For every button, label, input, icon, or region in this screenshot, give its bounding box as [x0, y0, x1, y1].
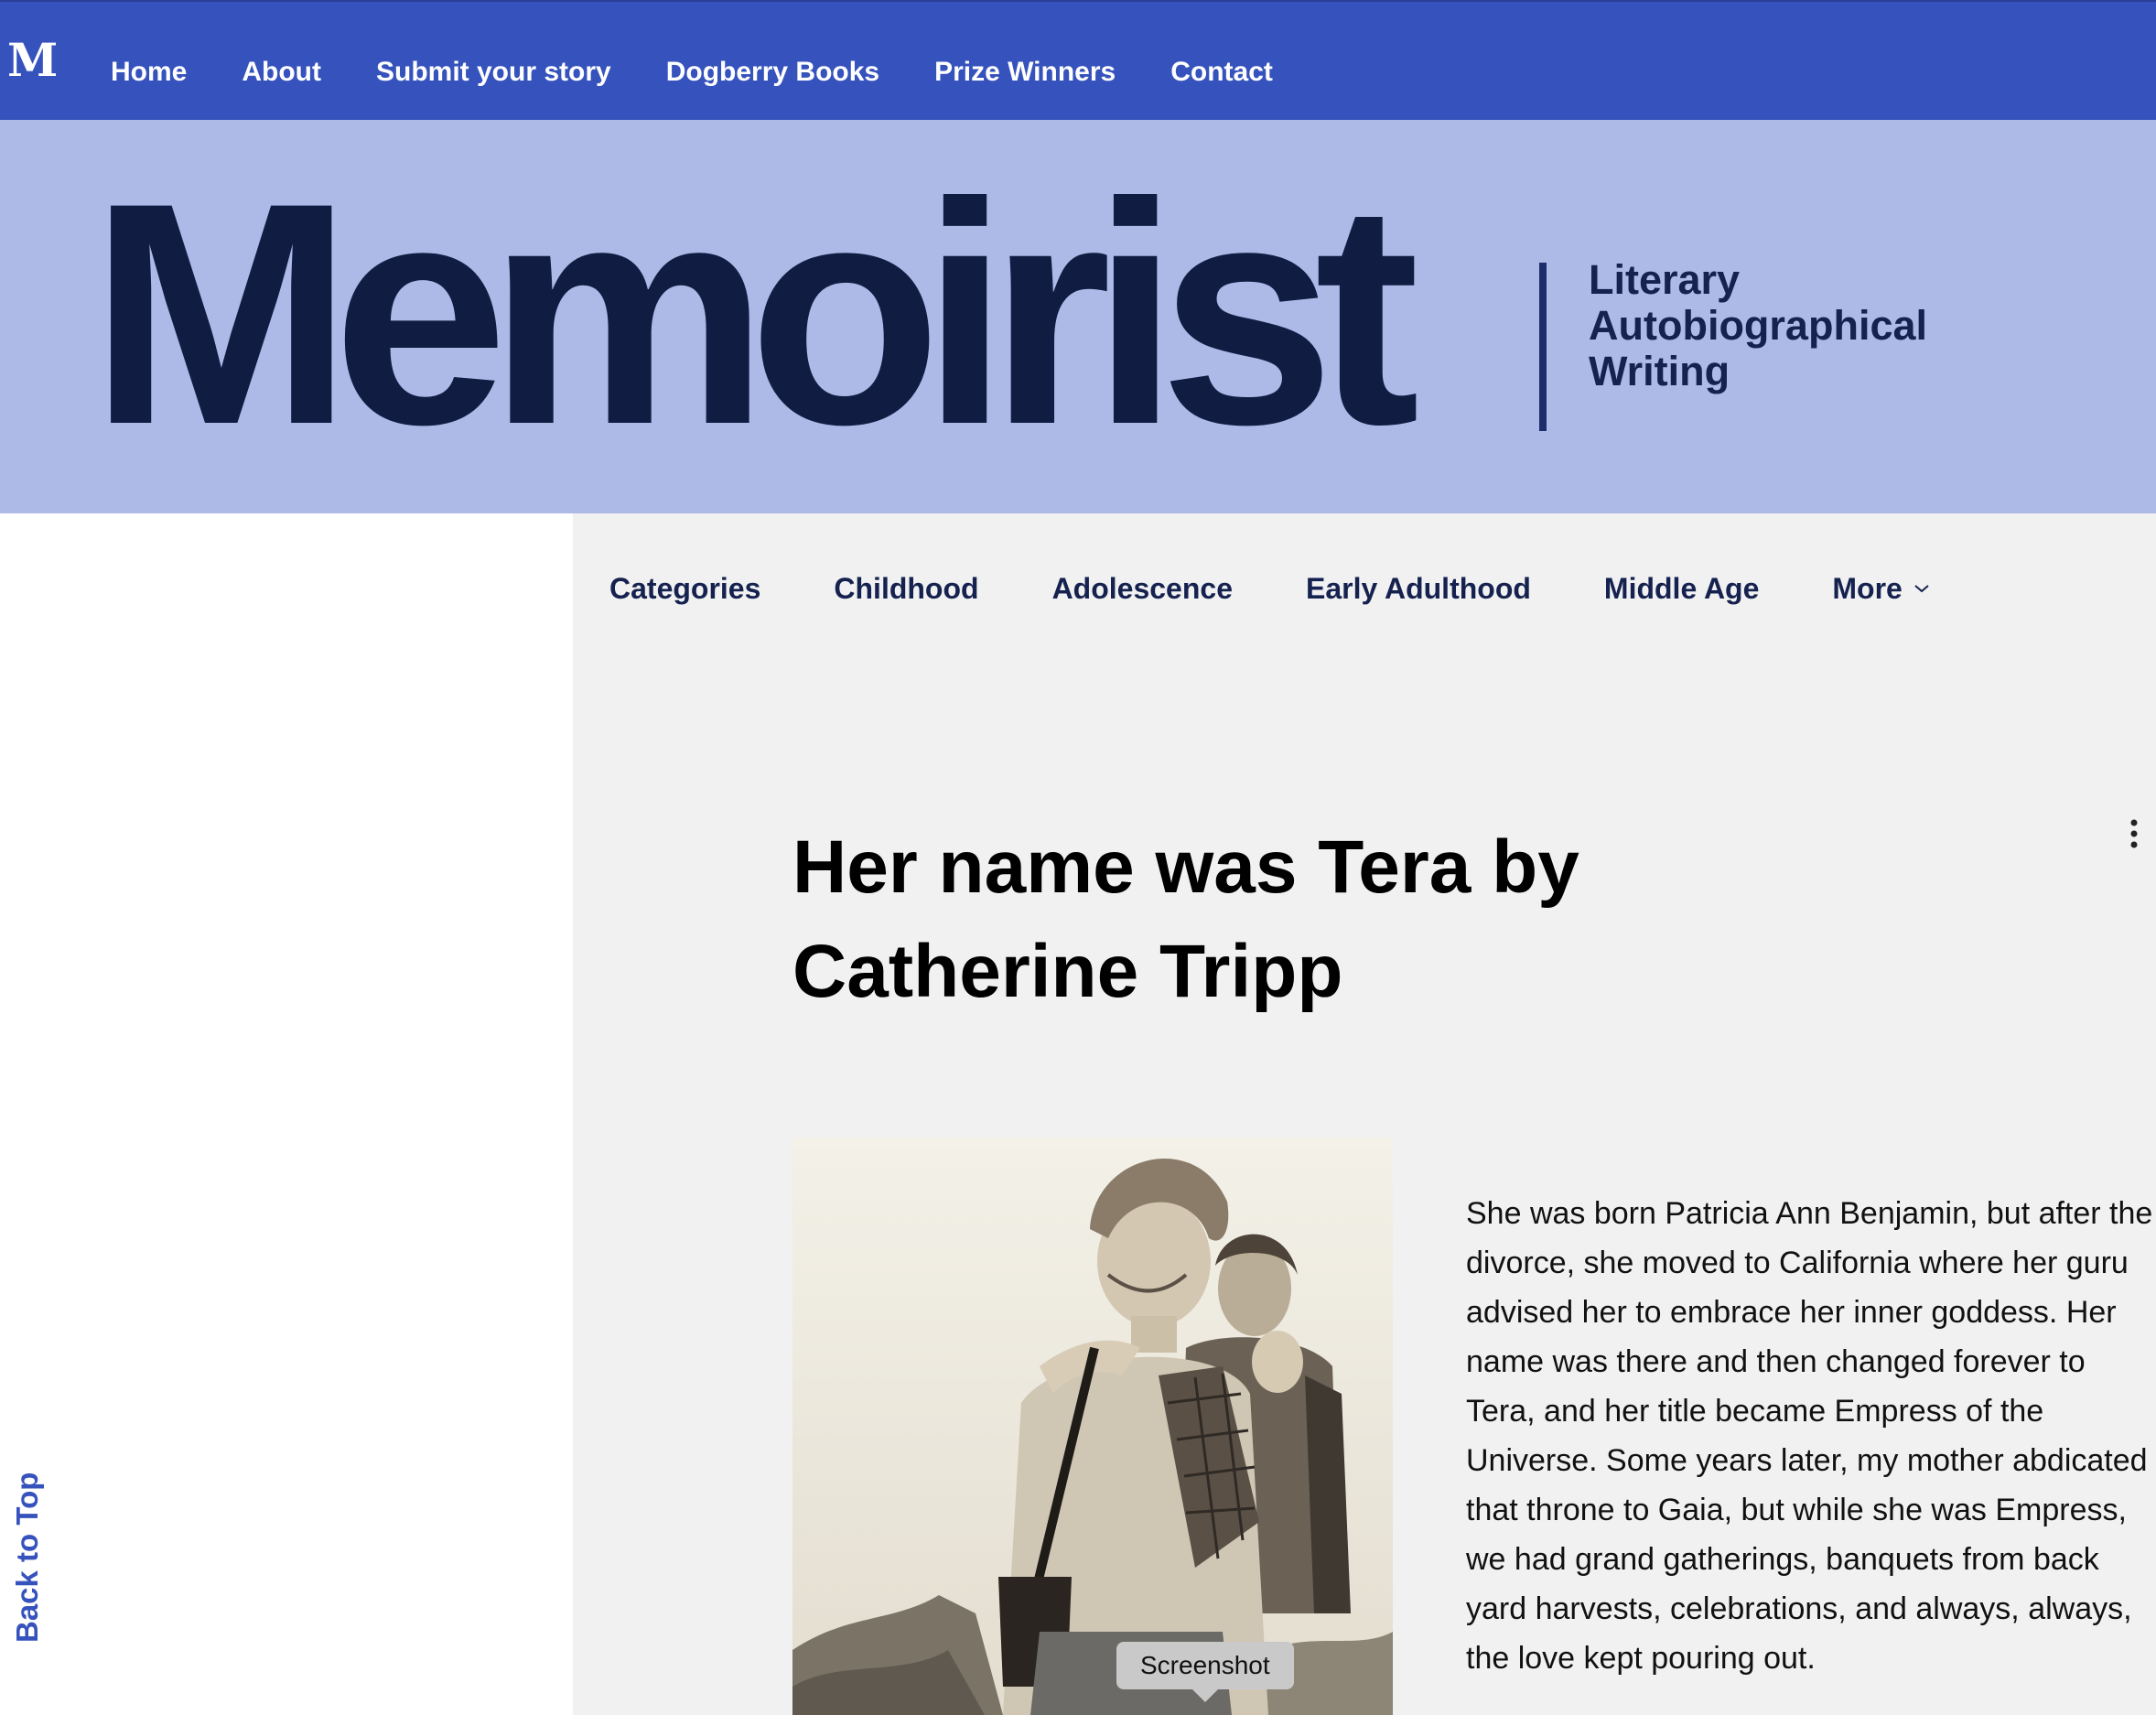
category-tab-adolescence[interactable]: Adolescence: [1051, 572, 1233, 605]
tagline-line: Literary: [1589, 256, 1741, 303]
screenshot-tooltip: Screenshot: [1116, 1642, 1294, 1689]
category-tab-childhood[interactable]: Childhood: [834, 572, 979, 605]
site-title[interactable]: Memoirist: [90, 138, 1400, 491]
nav-link-contact[interactable]: Contact: [1170, 57, 1273, 87]
tagline-line: Writing: [1589, 348, 1730, 394]
site-tagline: [1589, 257, 1927, 394]
site-logo[interactable]: M: [7, 33, 59, 87]
nav-link-prize-winners[interactable]: Prize Winners: [934, 57, 1116, 87]
category-nav: [609, 568, 2003, 609]
post-title: Her name was Tera by Catherine Tripp: [792, 825, 1579, 1013]
banner-divider: [1539, 263, 1547, 431]
category-tab-early-adulthood[interactable]: Early Adulthood: [1305, 572, 1531, 605]
nav-link-dogberry-books[interactable]: Dogberry Books: [665, 57, 880, 87]
nav-link-about[interactable]: About: [242, 57, 321, 87]
nav-link-home[interactable]: Home: [111, 57, 188, 87]
post-body: She was born Patricia Ann Benjamin, but after the divorce, she moved to California where her guru advised her to embrace her inner goddess. Her name was there and then changed forever to Tera, and her title became Empress of the Universe. Some years later, my mother abdicated that throne to Gaia, but while she was Empress, we had grand gatherings, banquets from back yard harvests, celebrations, and always, always, the love kept pouring out.: [1466, 1196, 2153, 1676]
photo-illustration: [792, 1138, 1393, 1715]
category-more-dropdown[interactable]: [1832, 568, 1929, 609]
main-nav: [111, 49, 1328, 95]
main-content: [573, 513, 2156, 1715]
category-tab-middle-age[interactable]: Middle Age: [1603, 572, 1760, 605]
more-label: More: [1832, 572, 1903, 605]
left-sidebar: [0, 513, 573, 1715]
chevron-down-icon: [1913, 583, 1930, 594]
post-photo[interactable]: [792, 1138, 1393, 1715]
top-nav-bar: [0, 0, 2156, 120]
back-to-top-link[interactable]: Back to Top: [10, 1472, 44, 1643]
more-options-icon[interactable]: [2125, 815, 2143, 852]
nav-link-submit-your-story[interactable]: Submit your story: [376, 57, 611, 87]
tagline-line: Autobiographical: [1589, 302, 1927, 349]
category-tab-categories[interactable]: Categories: [609, 572, 761, 605]
site-banner: [0, 120, 2156, 513]
